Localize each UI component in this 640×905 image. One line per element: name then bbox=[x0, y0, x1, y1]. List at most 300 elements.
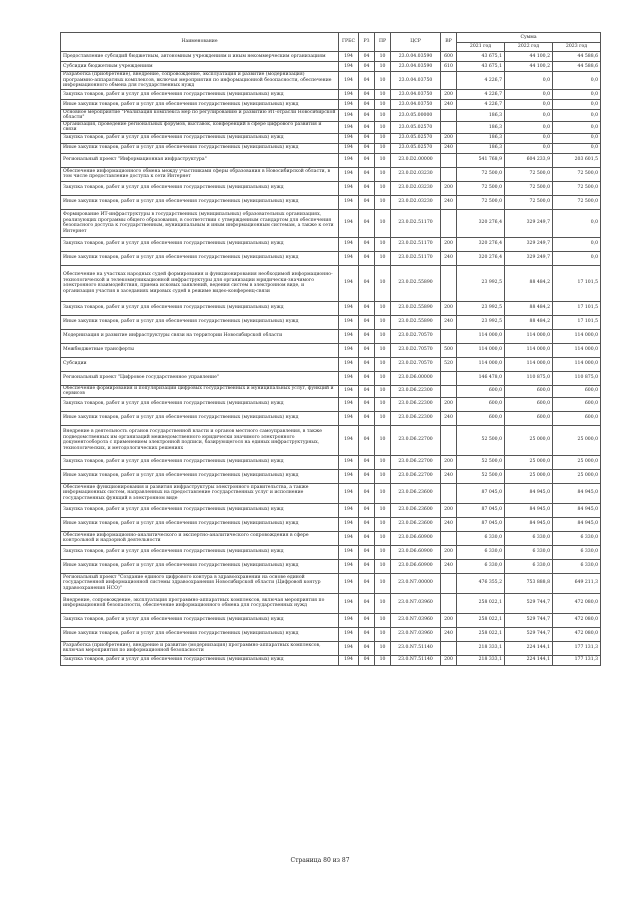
cell-grbs: 194 bbox=[339, 52, 359, 62]
cell-pr: 10 bbox=[375, 397, 391, 411]
cell-pr: 10 bbox=[375, 503, 391, 517]
cell-pr: 10 bbox=[375, 100, 391, 110]
table-row bbox=[61, 251, 601, 265]
cell-y2: 600,0 bbox=[505, 411, 553, 425]
cell-y3: 6 330,0 bbox=[553, 559, 601, 573]
table-row bbox=[61, 613, 601, 627]
cell-y1: 87 045,0 bbox=[457, 483, 505, 503]
cell-csr: 23.0.D6.22700 bbox=[391, 469, 441, 483]
cell-vr: 240 bbox=[441, 469, 457, 483]
table-row bbox=[61, 531, 601, 545]
cell-y2: 600,0 bbox=[505, 385, 553, 397]
cell-y3: 0,0 bbox=[553, 121, 601, 133]
cell-grbs: 194 bbox=[339, 455, 359, 469]
cell-csr: 23.0.D6.00000 bbox=[391, 371, 441, 385]
cell-pr: 10 bbox=[375, 641, 391, 655]
cell-y2: 6 330,0 bbox=[505, 531, 553, 545]
cell-y1: 4 226,7 bbox=[457, 100, 505, 110]
cell-grbs: 194 bbox=[339, 143, 359, 153]
cell-csr: 23.0.D2.00000 bbox=[391, 153, 441, 167]
cell-csr: 23.0.D6.22300 bbox=[391, 385, 441, 397]
cell-y1: 87 045,0 bbox=[457, 503, 505, 517]
cell-csr: 23.0.D2.70570 bbox=[391, 329, 441, 343]
cell-name: Закупка товаров, работ и услуг для обеспечения государственных (муниципальных) нужд bbox=[61, 613, 339, 627]
cell-name: Закупка товаров, работ и услуг для обеспечения государственных (муниципальных) нужд bbox=[61, 133, 339, 143]
cell-y1: 114 000,0 bbox=[457, 357, 505, 371]
cell-y2: 329 249,7 bbox=[505, 209, 553, 237]
cell-y1: 52 500,0 bbox=[457, 455, 505, 469]
cell-y2: 114 000,0 bbox=[505, 343, 553, 357]
cell-name: Иные закупки товаров, работ и услуг для обеспечения государственных (муниципальных) нужд bbox=[61, 315, 339, 329]
cell-rz: 04 bbox=[359, 72, 375, 90]
cell-grbs: 194 bbox=[339, 265, 359, 301]
cell-y1: 218 333,1 bbox=[457, 641, 505, 655]
cell-pr: 10 bbox=[375, 371, 391, 385]
cell-rz: 04 bbox=[359, 371, 375, 385]
cell-name: Обеспечение информационного обмена между участниками сферы образования в Новосибирской области, в том числе предоставление доступа к сети Интернет bbox=[61, 167, 339, 181]
cell-vr: 240 bbox=[441, 627, 457, 641]
table-row bbox=[61, 195, 601, 209]
cell-y1: 114 000,0 bbox=[457, 329, 505, 343]
cell-y3: 25 000,0 bbox=[553, 425, 601, 455]
cell-vr: 200 bbox=[441, 181, 457, 195]
cell-rz: 04 bbox=[359, 52, 375, 62]
cell-csr: 23.0.D2.03230 bbox=[391, 167, 441, 181]
cell-csr: 23.0.04.03750 bbox=[391, 72, 441, 90]
cell-y3: 6 330,0 bbox=[553, 531, 601, 545]
cell-y1: 52 500,0 bbox=[457, 425, 505, 455]
cell-rz: 04 bbox=[359, 209, 375, 237]
cell-y2: 0,0 bbox=[505, 72, 553, 90]
cell-grbs: 194 bbox=[339, 627, 359, 641]
table-row bbox=[61, 315, 601, 329]
cell-grbs: 194 bbox=[339, 469, 359, 483]
cell-y2: 114 000,0 bbox=[505, 329, 553, 343]
cell-y2: 329 249,7 bbox=[505, 251, 553, 265]
table-row bbox=[61, 385, 601, 397]
cell-vr: 200 bbox=[441, 301, 457, 315]
cell-name: Иные закупки товаров, работ и услуг для обеспечения государственных (муниципальных) нужд bbox=[61, 251, 339, 265]
table-row bbox=[61, 72, 601, 90]
cell-y2: 84 945,0 bbox=[505, 483, 553, 503]
cell-pr: 10 bbox=[375, 545, 391, 559]
table-row bbox=[61, 62, 601, 72]
cell-y3: 600,0 bbox=[553, 385, 601, 397]
cell-name: Обеспечение функционирования и развития инфраструктуры электронного правительства, а также информационных систем, направленных на предоставление государственных услуг и исполнение государственных функций в электронном виде bbox=[61, 483, 339, 503]
cell-name: Субсидии бюджетным учреждениям bbox=[61, 62, 339, 72]
cell-pr: 10 bbox=[375, 301, 391, 315]
table-row bbox=[61, 181, 601, 195]
header-2023: 2023 год bbox=[553, 43, 601, 52]
cell-y3: 72 500,0 bbox=[553, 167, 601, 181]
table-row bbox=[61, 559, 601, 573]
cell-y2: 88 484,2 bbox=[505, 315, 553, 329]
cell-csr: 23.0.D2.03230 bbox=[391, 195, 441, 209]
cell-csr: 23.0.N7.03960 bbox=[391, 613, 441, 627]
cell-rz: 04 bbox=[359, 385, 375, 397]
cell-y2: 529 744,7 bbox=[505, 627, 553, 641]
cell-vr: 240 bbox=[441, 195, 457, 209]
cell-pr: 10 bbox=[375, 593, 391, 613]
cell-grbs: 194 bbox=[339, 517, 359, 531]
cell-csr: 23.0.05.02570 bbox=[391, 121, 441, 133]
cell-y3: 649 211,3 bbox=[553, 573, 601, 593]
cell-csr: 23.0.04.03590 bbox=[391, 52, 441, 62]
cell-grbs: 194 bbox=[339, 181, 359, 195]
cell-pr: 10 bbox=[375, 209, 391, 237]
cell-pr: 10 bbox=[375, 181, 391, 195]
cell-y1: 600,0 bbox=[457, 411, 505, 425]
cell-name: Предоставление субсидий бюджетным, автономным учреждениям и иным некоммерческим организациям bbox=[61, 52, 339, 62]
cell-pr: 10 bbox=[375, 573, 391, 593]
cell-rz: 04 bbox=[359, 343, 375, 357]
cell-rz: 04 bbox=[359, 62, 375, 72]
cell-y2: 88 484,2 bbox=[505, 265, 553, 301]
cell-csr: 23.0.D6.60900 bbox=[391, 559, 441, 573]
cell-vr bbox=[441, 209, 457, 237]
cell-y3: 472 080,0 bbox=[553, 627, 601, 641]
cell-name: Региональный проект "Информационная инфраструктура" bbox=[61, 153, 339, 167]
cell-pr: 10 bbox=[375, 62, 391, 72]
cell-rz: 04 bbox=[359, 425, 375, 455]
cell-y1: 72 500,0 bbox=[457, 195, 505, 209]
cell-y2: 0,0 bbox=[505, 121, 553, 133]
table-row bbox=[61, 343, 601, 357]
cell-y2: 753 888,8 bbox=[505, 573, 553, 593]
cell-vr: 240 bbox=[441, 251, 457, 265]
cell-y3: 17 101,5 bbox=[553, 265, 601, 301]
cell-y1: 320 276,4 bbox=[457, 237, 505, 251]
cell-y1: 476 355,2 bbox=[457, 573, 505, 593]
header-csr: ЦСР bbox=[391, 33, 441, 52]
cell-grbs: 194 bbox=[339, 100, 359, 110]
cell-y1: 72 500,0 bbox=[457, 181, 505, 195]
cell-vr: 200 bbox=[441, 455, 457, 469]
cell-csr: 23.0.D2.70570 bbox=[391, 343, 441, 357]
cell-vr bbox=[441, 425, 457, 455]
cell-y3: 0,0 bbox=[553, 72, 601, 90]
cell-y2: 84 945,0 bbox=[505, 517, 553, 531]
cell-rz: 04 bbox=[359, 181, 375, 195]
cell-y2: 529 744,7 bbox=[505, 593, 553, 613]
cell-y2: 329 249,7 bbox=[505, 237, 553, 251]
cell-grbs: 194 bbox=[339, 545, 359, 559]
cell-rz: 04 bbox=[359, 455, 375, 469]
cell-pr: 10 bbox=[375, 110, 391, 122]
cell-y1: 114 000,0 bbox=[457, 343, 505, 357]
cell-name: Иные закупки товаров, работ и услуг для обеспечения государственных (муниципальных) нужд bbox=[61, 143, 339, 153]
cell-pr: 10 bbox=[375, 153, 391, 167]
cell-grbs: 194 bbox=[339, 343, 359, 357]
cell-y3: 17 101,5 bbox=[553, 315, 601, 329]
cell-y1: 4 226,7 bbox=[457, 72, 505, 90]
cell-rz: 04 bbox=[359, 593, 375, 613]
cell-y3: 177 131,3 bbox=[553, 641, 601, 655]
cell-name: Иные закупки товаров, работ и услуг для обеспечения государственных (муниципальных) нужд bbox=[61, 411, 339, 425]
cell-y1: 87 045,0 bbox=[457, 517, 505, 531]
cell-y3: 114 000,0 bbox=[553, 357, 601, 371]
cell-grbs: 194 bbox=[339, 62, 359, 72]
cell-y1: 258 022,1 bbox=[457, 627, 505, 641]
cell-y2: 0,0 bbox=[505, 110, 553, 122]
table-row bbox=[61, 641, 601, 655]
cell-grbs: 194 bbox=[339, 209, 359, 237]
cell-csr: 23.0.D6.60900 bbox=[391, 545, 441, 559]
cell-y3: 84 945,0 bbox=[553, 483, 601, 503]
cell-y2: 0,0 bbox=[505, 143, 553, 153]
cell-y2: 6 330,0 bbox=[505, 559, 553, 573]
cell-vr: 200 bbox=[441, 545, 457, 559]
cell-y1: 23 992,5 bbox=[457, 315, 505, 329]
cell-pr: 10 bbox=[375, 133, 391, 143]
cell-name: Региональный проект "Цифровое государственное управление" bbox=[61, 371, 339, 385]
cell-y3: 44 588,6 bbox=[553, 52, 601, 62]
cell-y1: 186,3 bbox=[457, 121, 505, 133]
cell-name: Закупка товаров, работ и услуг для обеспечения государственных (муниципальных) нужд bbox=[61, 503, 339, 517]
cell-csr: 23.0.D2.55890 bbox=[391, 315, 441, 329]
cell-vr: 200 bbox=[441, 397, 457, 411]
cell-y2: 6 330,0 bbox=[505, 545, 553, 559]
cell-rz: 04 bbox=[359, 545, 375, 559]
table-row bbox=[61, 167, 601, 181]
cell-pr: 10 bbox=[375, 195, 391, 209]
cell-vr bbox=[441, 531, 457, 545]
cell-name: Закупка товаров, работ и услуг для обеспечения государственных (муниципальных) нужд bbox=[61, 455, 339, 469]
cell-name: Обеспечение на участках народных судей формирования и функционирования необходимой информационно-технологической и телекоммуникационной инфраструктуры для организации юридически-значимого электронного взаимодействия, приема исковых заявлений, ведения систем в электронном виде, и организация участия в заседаниях мировых судей в режиме видео-конференц-связи bbox=[61, 265, 339, 301]
cell-y2: 84 945,0 bbox=[505, 503, 553, 517]
cell-y3: 84 945,0 bbox=[553, 503, 601, 517]
cell-y1: 258 022,1 bbox=[457, 593, 505, 613]
cell-vr bbox=[441, 153, 457, 167]
cell-grbs: 194 bbox=[339, 397, 359, 411]
cell-grbs: 194 bbox=[339, 655, 359, 665]
cell-vr: 240 bbox=[441, 559, 457, 573]
cell-y1: 258 022,1 bbox=[457, 613, 505, 627]
cell-y1: 320 276,4 bbox=[457, 209, 505, 237]
cell-pr: 10 bbox=[375, 315, 391, 329]
cell-vr bbox=[441, 483, 457, 503]
cell-y3: 25 000,0 bbox=[553, 455, 601, 469]
cell-name: Иные закупки товаров, работ и услуг для обеспечения государственных (муниципальных) нужд bbox=[61, 469, 339, 483]
cell-rz: 04 bbox=[359, 503, 375, 517]
cell-rz: 04 bbox=[359, 483, 375, 503]
cell-grbs: 194 bbox=[339, 110, 359, 122]
cell-rz: 04 bbox=[359, 613, 375, 627]
cell-vr bbox=[441, 385, 457, 397]
cell-y3: 203 601,5 bbox=[553, 153, 601, 167]
cell-pr: 10 bbox=[375, 425, 391, 455]
cell-rz: 04 bbox=[359, 411, 375, 425]
cell-pr: 10 bbox=[375, 265, 391, 301]
cell-y2: 114 000,0 bbox=[505, 357, 553, 371]
cell-vr: 200 bbox=[441, 655, 457, 665]
cell-grbs: 194 bbox=[339, 133, 359, 143]
cell-pr: 10 bbox=[375, 121, 391, 133]
cell-rz: 04 bbox=[359, 195, 375, 209]
cell-rz: 04 bbox=[359, 517, 375, 531]
header-2022: 2022 год bbox=[505, 43, 553, 52]
cell-grbs: 194 bbox=[339, 411, 359, 425]
table-row bbox=[61, 209, 601, 237]
cell-y3: 84 945,0 bbox=[553, 517, 601, 531]
cell-vr bbox=[441, 121, 457, 133]
cell-y3: 0,0 bbox=[553, 237, 601, 251]
cell-grbs: 194 bbox=[339, 385, 359, 397]
cell-y2: 25 000,0 bbox=[505, 455, 553, 469]
cell-csr: 23.0.N7.51140 bbox=[391, 641, 441, 655]
table-row bbox=[61, 237, 601, 251]
cell-y2: 224 144,1 bbox=[505, 641, 553, 655]
cell-y3: 110 875,0 bbox=[553, 371, 601, 385]
cell-pr: 10 bbox=[375, 483, 391, 503]
cell-vr: 520 bbox=[441, 357, 457, 371]
cell-vr: 200 bbox=[441, 133, 457, 143]
cell-name: Региональный проект "Создание единого цифрового контура в здравоохранении на основе единой государственной информационной системы здравоохранения Новосибирской области (Цифровой контур здравоохранения НСО)" bbox=[61, 573, 339, 593]
cell-grbs: 194 bbox=[339, 593, 359, 613]
cell-grbs: 194 bbox=[339, 72, 359, 90]
cell-pr: 10 bbox=[375, 237, 391, 251]
cell-pr: 10 bbox=[375, 655, 391, 665]
cell-rz: 04 bbox=[359, 329, 375, 343]
cell-y1: 186,3 bbox=[457, 143, 505, 153]
cell-rz: 04 bbox=[359, 301, 375, 315]
cell-y2: 110 875,0 bbox=[505, 371, 553, 385]
cell-name: Внедрение, сопровождение, эксплуатация программно-аппаратных комплексов, включая мероприятия по информационной безопасности, обеспечение информационного обмена для государственных нужд bbox=[61, 593, 339, 613]
cell-pr: 10 bbox=[375, 455, 391, 469]
table-row bbox=[61, 133, 601, 143]
cell-y2: 72 500,0 bbox=[505, 167, 553, 181]
cell-name: Организация, проведение региональных форумов, выставок, конференций в сфере цифрового развития и связи bbox=[61, 121, 339, 133]
cell-rz: 04 bbox=[359, 237, 375, 251]
cell-name: Внедрение в деятельность органов государственной власти и органов местного самоуправления, в также подведомственных им организаций межведомственного юридически значимого электронного документооборота с применением электронной подписи, базирующегося на единых инфраструктурных, технологических, и методологических решениях bbox=[61, 425, 339, 455]
cell-vr bbox=[441, 110, 457, 122]
budget-table-page bbox=[60, 32, 600, 666]
cell-csr: 23.0.05.00000 bbox=[391, 110, 441, 122]
cell-y3: 0,0 bbox=[553, 90, 601, 100]
cell-csr: 23.0.05.02570 bbox=[391, 133, 441, 143]
cell-y3: 17 101,5 bbox=[553, 301, 601, 315]
cell-vr: 240 bbox=[441, 315, 457, 329]
cell-pr: 10 bbox=[375, 72, 391, 90]
cell-y1: 23 992,5 bbox=[457, 301, 505, 315]
cell-csr: 23.0.04.03750 bbox=[391, 90, 441, 100]
cell-vr: 200 bbox=[441, 503, 457, 517]
cell-y3: 44 588,6 bbox=[553, 62, 601, 72]
cell-pr: 10 bbox=[375, 411, 391, 425]
cell-rz: 04 bbox=[359, 100, 375, 110]
cell-y2: 0,0 bbox=[505, 100, 553, 110]
cell-grbs: 194 bbox=[339, 613, 359, 627]
header-pr: ПР bbox=[375, 33, 391, 52]
cell-rz: 04 bbox=[359, 397, 375, 411]
table-row bbox=[61, 397, 601, 411]
cell-rz: 04 bbox=[359, 655, 375, 665]
cell-y3: 472 080,0 bbox=[553, 613, 601, 627]
cell-pr: 10 bbox=[375, 343, 391, 357]
cell-pr: 10 bbox=[375, 469, 391, 483]
cell-vr bbox=[441, 72, 457, 90]
cell-vr bbox=[441, 167, 457, 181]
table-row bbox=[61, 627, 601, 641]
cell-csr: 23.0.D2.70570 bbox=[391, 357, 441, 371]
cell-y1: 6 330,0 bbox=[457, 531, 505, 545]
cell-csr: 23.0.D6.23600 bbox=[391, 517, 441, 531]
table-body bbox=[61, 52, 601, 666]
table-row bbox=[61, 121, 601, 133]
cell-grbs: 194 bbox=[339, 301, 359, 315]
cell-y1: 541 768,9 bbox=[457, 153, 505, 167]
cell-csr: 23.0.D6.22300 bbox=[391, 397, 441, 411]
cell-y2: 0,0 bbox=[505, 90, 553, 100]
table-row bbox=[61, 469, 601, 483]
cell-csr: 23.0.D2.51170 bbox=[391, 237, 441, 251]
cell-csr: 23.0.D2.51170 bbox=[391, 209, 441, 237]
cell-y1: 43 675,1 bbox=[457, 52, 505, 62]
cell-y2: 72 500,0 bbox=[505, 195, 553, 209]
cell-y2: 0,0 bbox=[505, 133, 553, 143]
cell-pr: 10 bbox=[375, 90, 391, 100]
cell-pr: 10 bbox=[375, 143, 391, 153]
cell-y3: 0,0 bbox=[553, 209, 601, 237]
cell-name: Межбюджетные трансферты bbox=[61, 343, 339, 357]
cell-grbs: 194 bbox=[339, 371, 359, 385]
cell-y3: 0,0 bbox=[553, 110, 601, 122]
cell-vr: 200 bbox=[441, 90, 457, 100]
cell-pr: 10 bbox=[375, 167, 391, 181]
header-vr: ВР bbox=[441, 33, 457, 52]
cell-grbs: 194 bbox=[339, 483, 359, 503]
cell-y1: 4 226,7 bbox=[457, 90, 505, 100]
cell-y3: 600,0 bbox=[553, 397, 601, 411]
table-row bbox=[61, 153, 601, 167]
cell-vr bbox=[441, 329, 457, 343]
cell-y1: 6 330,0 bbox=[457, 545, 505, 559]
cell-vr: 600 bbox=[441, 52, 457, 62]
cell-grbs: 194 bbox=[339, 251, 359, 265]
cell-rz: 04 bbox=[359, 133, 375, 143]
cell-pr: 10 bbox=[375, 251, 391, 265]
header-rz: РЗ bbox=[359, 33, 375, 52]
cell-rz: 04 bbox=[359, 469, 375, 483]
cell-y1: 43 675,1 bbox=[457, 62, 505, 72]
cell-csr: 23.0.D2.55890 bbox=[391, 301, 441, 315]
cell-y2: 44 100,2 bbox=[505, 62, 553, 72]
cell-y3: 6 330,0 bbox=[553, 545, 601, 559]
cell-pr: 10 bbox=[375, 517, 391, 531]
cell-rz: 04 bbox=[359, 143, 375, 153]
cell-rz: 04 bbox=[359, 121, 375, 133]
cell-y2: 44 100,2 bbox=[505, 52, 553, 62]
cell-y3: 600,0 bbox=[553, 411, 601, 425]
cell-grbs: 194 bbox=[339, 167, 359, 181]
budget-table bbox=[60, 32, 601, 666]
table-row bbox=[61, 143, 601, 153]
table-row bbox=[61, 265, 601, 301]
table-row bbox=[61, 545, 601, 559]
table-row bbox=[61, 483, 601, 503]
cell-grbs: 194 bbox=[339, 153, 359, 167]
header-name: Наименование bbox=[61, 33, 339, 52]
cell-grbs: 194 bbox=[339, 503, 359, 517]
cell-y2: 600,0 bbox=[505, 397, 553, 411]
cell-csr: 23.0.D6.22300 bbox=[391, 411, 441, 425]
cell-rz: 04 bbox=[359, 315, 375, 329]
cell-y1: 6 330,0 bbox=[457, 559, 505, 573]
cell-grbs: 194 bbox=[339, 329, 359, 343]
cell-csr: 23.0.N7.00000 bbox=[391, 573, 441, 593]
cell-grbs: 194 bbox=[339, 121, 359, 133]
cell-y2: 25 000,0 bbox=[505, 425, 553, 455]
